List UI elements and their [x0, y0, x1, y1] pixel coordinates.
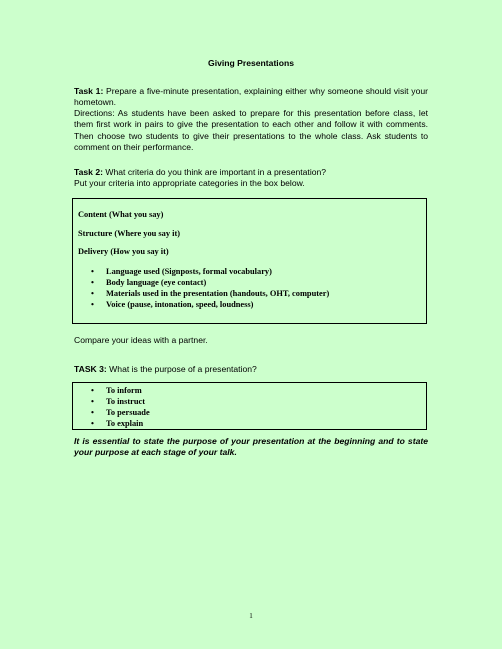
bullet-icon: • — [91, 267, 94, 276]
purpose-box — [72, 382, 427, 430]
criteria-content: Content (What you say) — [78, 210, 164, 219]
task1-text: Prepare a five-minute presentation, explaining either why someone should visit your hometown. — [74, 86, 428, 108]
criteria-box — [72, 198, 427, 324]
list-item: • To explain — [91, 419, 144, 429]
list-item: • To inform — [91, 386, 142, 395]
task3-label: TASK 3: — [74, 364, 107, 374]
task2-instruction: Put your criteria into appropriate categories in the box below. — [74, 178, 305, 188]
list-item: • Voice (pause, intonation, speed, loudness) — [91, 300, 254, 310]
page-title: Giving Presentations — [208, 58, 294, 68]
task1-section — [74, 86, 428, 109]
bullet-icon: • — [91, 419, 94, 429]
task2-section — [74, 167, 428, 178]
task1-directions: Directions: As students have been asked to prepare for this presentation before class, let them first work in pairs to give the presentation to each other and follow it with comments. Then choose two students to give their presentations to the whole class. Ask students to comment on their performance. — [74, 108, 428, 152]
bullet-icon: • — [91, 289, 94, 299]
bullet-icon: • — [91, 397, 94, 407]
bullet-icon: • — [91, 386, 94, 395]
task1-label: Task 1: — [74, 86, 104, 96]
delivery-list — [91, 266, 329, 310]
bullet-icon: • — [91, 278, 94, 288]
bullet-icon: • — [91, 300, 94, 310]
page-number: 1 — [249, 612, 253, 620]
closing-statement: It is essential to state the purpose of your presentation at the beginning and to state your purpose at each stage of your talk. — [74, 436, 428, 458]
list-item: • Body language (eye contact) — [91, 278, 207, 288]
task3-text: What is the purpose of a presentation? — [106, 364, 257, 374]
task3-section — [74, 364, 428, 375]
list-item: • To persuade — [91, 408, 150, 418]
criteria-delivery: Delivery (How you say it) — [78, 247, 169, 256]
list-item: • Materials used in the presentation (handouts, OHT, computer) — [91, 289, 330, 299]
compare-instruction: Compare your ideas with a partner. — [74, 335, 208, 345]
criteria-structure: Structure (Where you say it) — [78, 229, 181, 238]
list-item: • Language used (Signposts, formal vocabulary) — [91, 267, 272, 276]
task2-label: Task 2: — [74, 167, 103, 177]
purpose-list — [91, 385, 150, 429]
bullet-icon: • — [91, 408, 94, 418]
list-item: • To instruct — [91, 397, 146, 407]
task2-text: What criteria do you think are important in a presentation? — [102, 167, 327, 177]
